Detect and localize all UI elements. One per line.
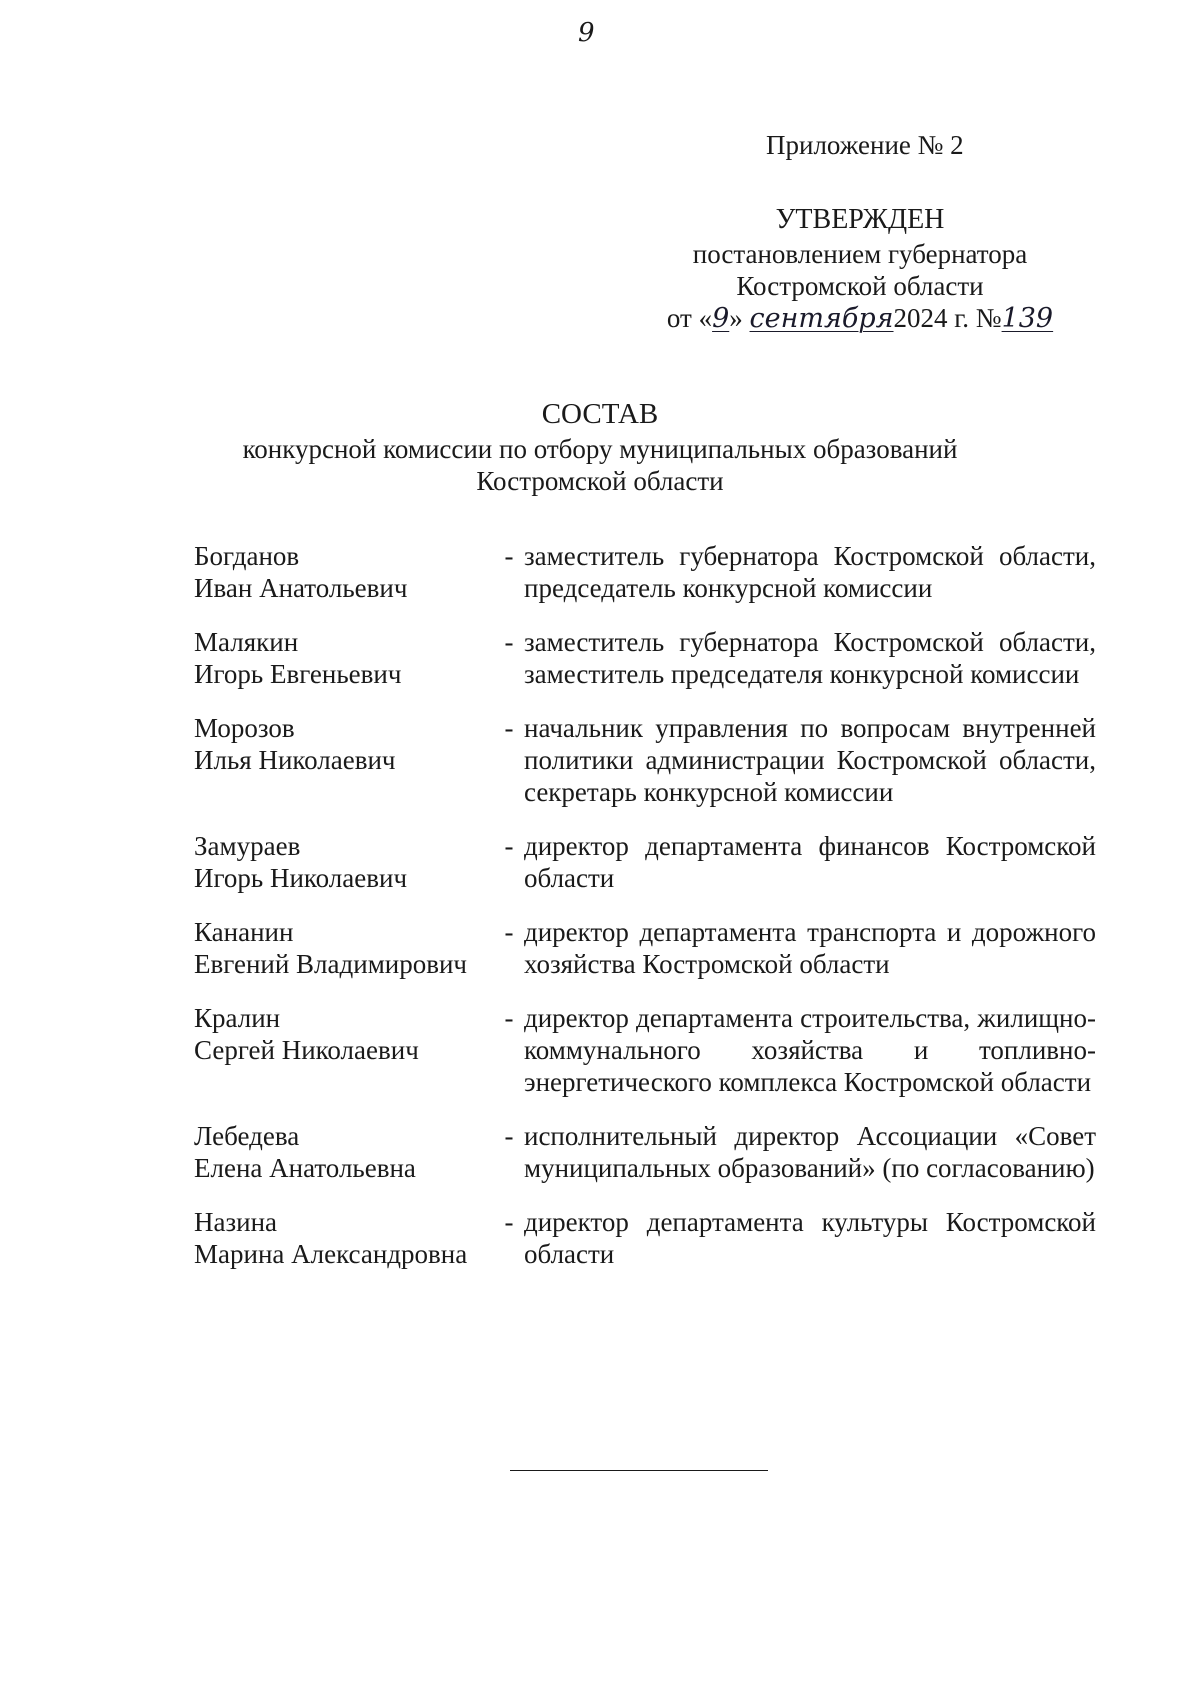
member-dash: - (504, 917, 514, 947)
member-dash: - (504, 1207, 514, 1237)
member-dash: - (504, 713, 514, 743)
closing-rule (510, 1470, 768, 1471)
member-name (194, 1120, 494, 1184)
member-dash: - (504, 831, 514, 861)
member-role: начальник управления по вопросам внутренней политики администрации Костромской области, секретарь конкурсной комиссии (524, 713, 1096, 807)
member-given-names: Елена Анатольевна (194, 1153, 416, 1183)
member-role: заместитель губернатора Костромской области, председатель конкурсной комиссии (524, 541, 1096, 603)
member-dash: - (504, 541, 514, 571)
member-row (194, 626, 1096, 690)
member-row (194, 1002, 1096, 1098)
approval-line-2: Костромской области (736, 271, 984, 301)
member-row (194, 1120, 1096, 1184)
member-surname: Морозов (194, 713, 295, 743)
member-row (194, 830, 1096, 894)
page-number: 9 (578, 18, 595, 48)
member-given-names: Игорь Николаевич (194, 863, 408, 893)
member-name (194, 712, 494, 776)
member-row (194, 540, 1096, 604)
decree-date-line (650, 302, 1070, 335)
member-dash: - (504, 627, 514, 657)
title-line-1: конкурсной комиссии по отбору муниципальных образований (242, 434, 958, 464)
member-role: директор департамента строительства, жилищно-коммунального хозяйства и топливно-энергетического комплекса Костромской области (524, 1003, 1096, 1097)
member-given-names: Илья Николаевич (194, 745, 396, 775)
member-row (194, 916, 1096, 980)
member-row (194, 712, 1096, 808)
member-surname: Замураев (194, 831, 301, 861)
member-given-names: Евгений Владимирович (194, 949, 468, 979)
member-surname: Лебедева (194, 1121, 300, 1151)
member-role: заместитель губернатора Костромской области, заместитель председателя конкурсной комиссии (524, 627, 1096, 689)
handwritten-decree-number: 139 (1001, 303, 1054, 334)
member-given-names: Игорь Евгеньевич (194, 659, 402, 689)
member-role: директор департамента финансов Костромской области (524, 831, 1096, 893)
member-name (194, 540, 494, 604)
member-given-names: Марина Александровна (194, 1239, 468, 1269)
member-surname: Кралин (194, 1003, 281, 1033)
approval-block (650, 204, 1070, 335)
member-role: директор департамента культуры Костромской области (524, 1207, 1096, 1269)
handwritten-month: сентября (749, 303, 894, 334)
member-row (194, 1206, 1096, 1270)
member-dash: - (504, 1121, 514, 1151)
member-name (194, 1002, 494, 1066)
year-and-number-label: 2024 г. № (893, 303, 1002, 333)
member-surname: Назина (194, 1207, 278, 1237)
member-surname: Богданов (194, 541, 300, 571)
approved-heading: УТВЕРЖДЕН (775, 204, 945, 235)
handwritten-day: 9 (712, 303, 730, 334)
commission-members-list (194, 540, 1096, 1292)
date-mid: » (729, 303, 743, 333)
date-prefix: от « (666, 303, 713, 333)
member-given-names: Иван Анатольевич (194, 573, 408, 603)
member-role: директор департамента транспорта и дорожного хозяйства Костромской области (524, 917, 1096, 979)
document-title-block (200, 398, 1000, 497)
member-dash: - (504, 1003, 514, 1033)
appendix-label: Приложение № 2 (766, 130, 964, 160)
member-role: исполнительный директор Ассоциации «Совет муниципальных образований» (по согласованию) (524, 1121, 1096, 1183)
approval-line-1: постановлением губернатора (692, 239, 1028, 269)
member-name (194, 916, 494, 980)
title-line-2: Костромской области (476, 466, 724, 496)
member-name (194, 1206, 494, 1270)
member-name (194, 830, 494, 894)
member-surname: Малякин (194, 627, 299, 657)
member-name (194, 626, 494, 690)
member-given-names: Сергей Николаевич (194, 1035, 419, 1065)
member-surname: Кананин (194, 917, 294, 947)
document-title: СОСТАВ (541, 398, 659, 430)
